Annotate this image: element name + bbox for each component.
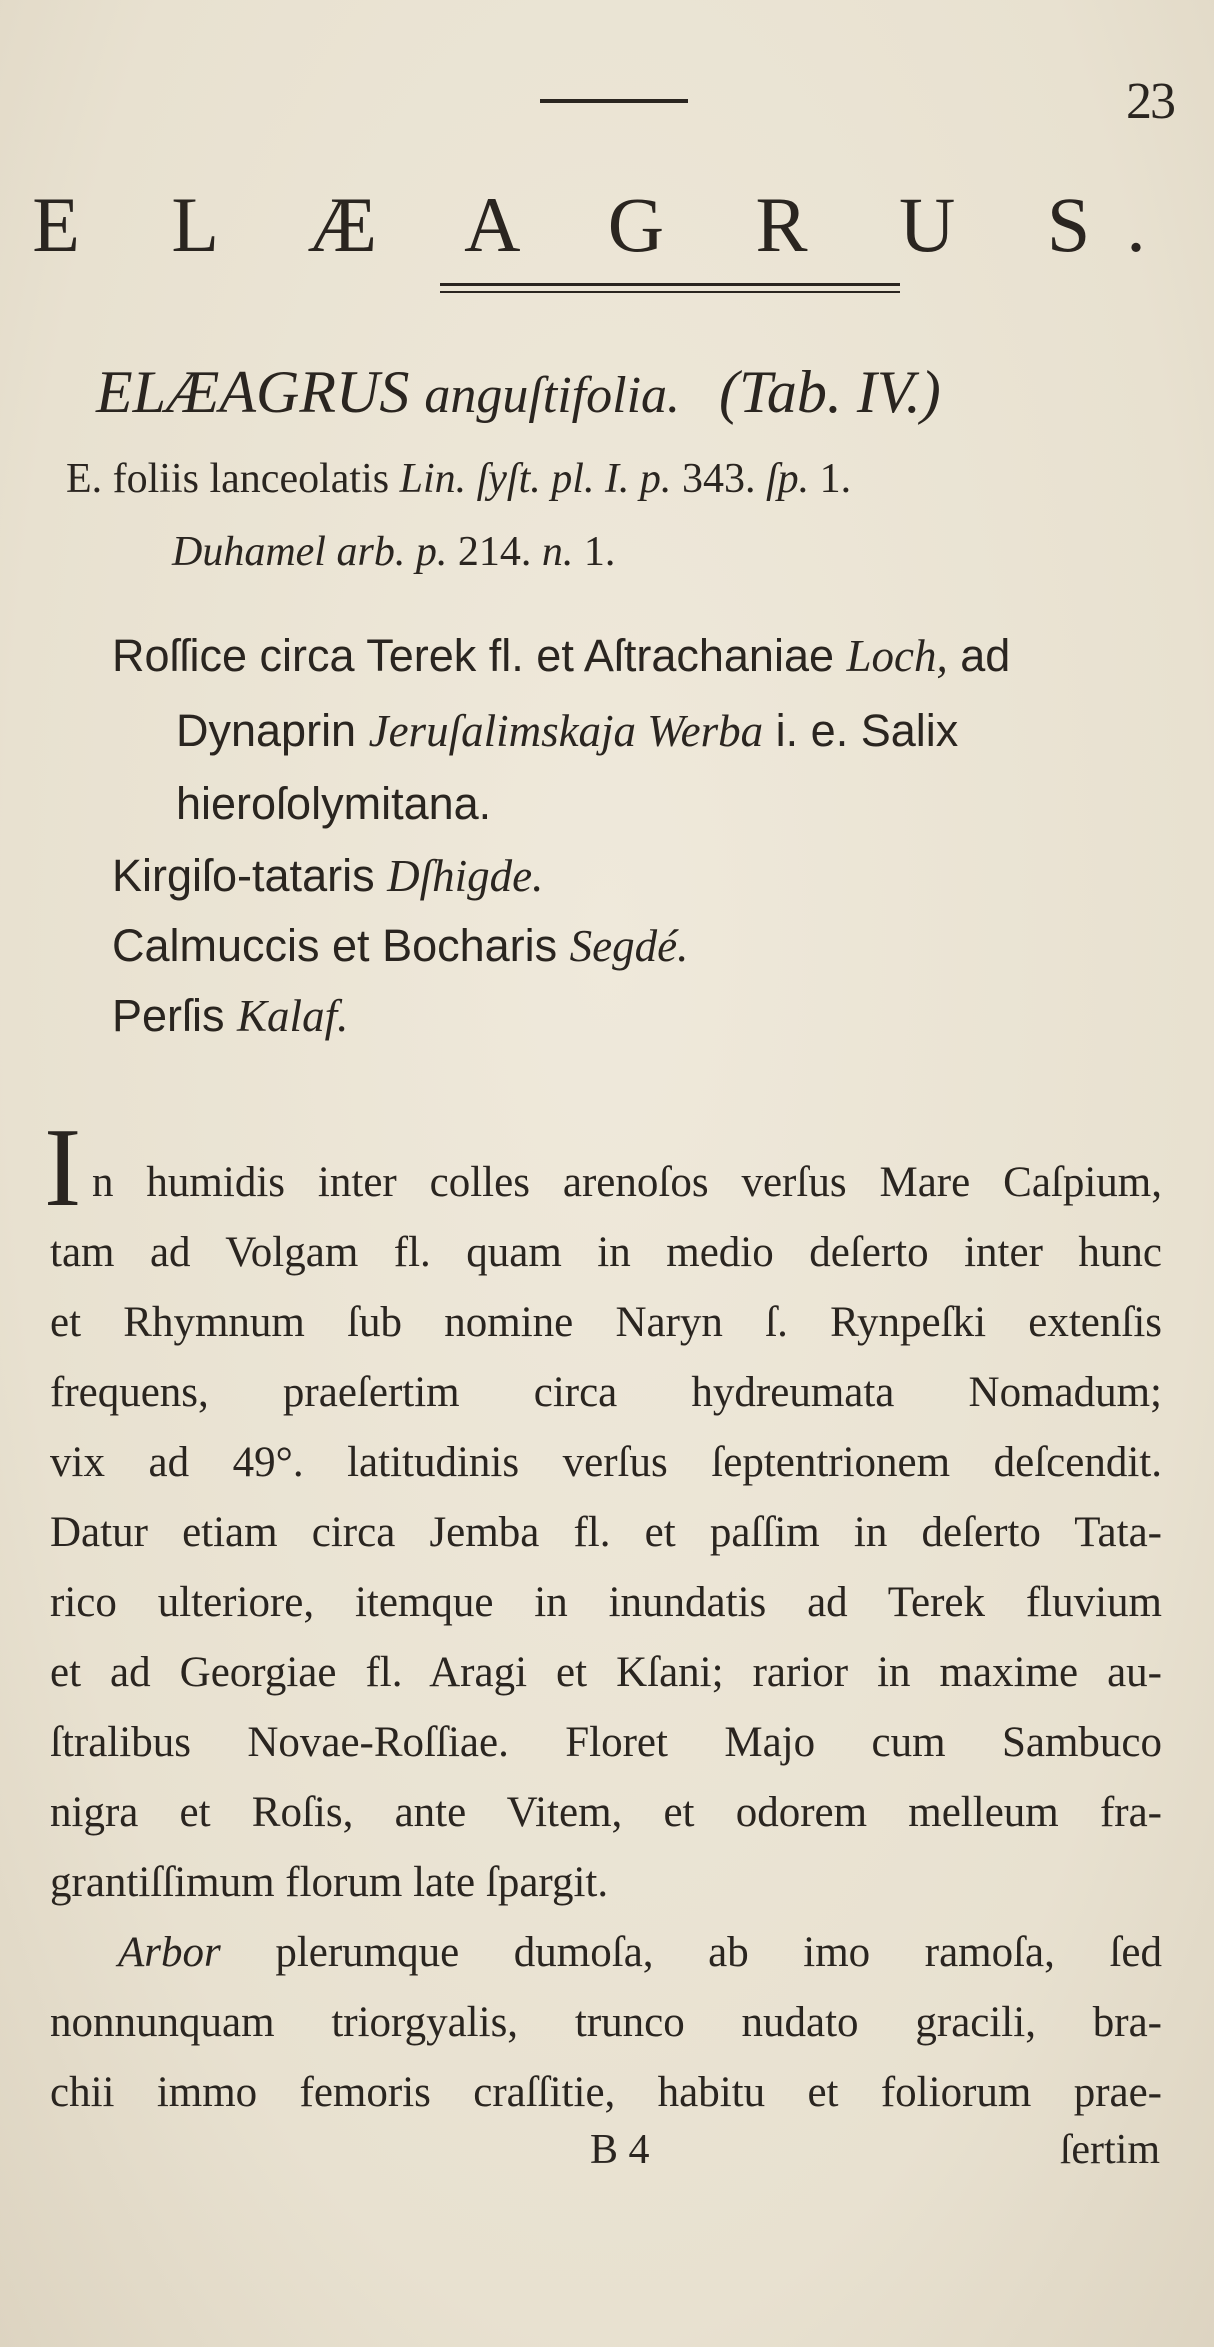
reference-duhamel [172, 528, 615, 576]
vernacular-text: Dynaprin [176, 705, 357, 756]
title-rule [440, 283, 900, 286]
ref-page: 214. [457, 529, 532, 575]
body-line: et Rhymnum ſub nomine Naryn ſ. Rynpeſki extenſis [50, 1299, 1162, 1346]
vernacular-text: Roſſice circa Terek fl. et Aſtrachaniae [112, 630, 834, 681]
drop-cap: I [44, 1106, 82, 1230]
arbor-word: Arbor [118, 1929, 221, 1976]
species-epithet: anguſtifolia. [424, 367, 681, 424]
page-number: 23 [1126, 73, 1174, 130]
ref-num: 1. [819, 456, 852, 502]
vernacular-name: Loch, [846, 631, 948, 681]
ref-author: Duhamel arb. p. [172, 529, 448, 575]
vernacular-name: Dſhigde. [387, 851, 544, 901]
vernacular-name: Kalaf. [237, 991, 349, 1041]
vernacular-text: Kirgiſo-tataris [112, 850, 375, 901]
ref-page: 343. [681, 456, 756, 502]
title-rule-secondary [440, 291, 900, 293]
vernacular-line [112, 630, 1010, 682]
vernacular-name: Segdé. [569, 921, 689, 971]
species-heading [96, 358, 941, 427]
body-line [118, 1928, 1162, 1977]
vernacular-text: hieroſolymitana. [176, 778, 492, 829]
body-line: vix ad 49°. latitudinis verſus ſeptentrionem deſcendit. [50, 1439, 1162, 1486]
vernacular-line [176, 705, 958, 757]
species-tab: (Tab. IV.) [719, 359, 941, 425]
body-line: nonnunquam triorgyalis, trunco nudato gracili, bra- [50, 1999, 1162, 2046]
body-line: n humidis inter colles arenoſos verſus Mare Caſpium, [92, 1159, 1162, 1206]
body-line: chii immo femoris craſſitie, habitu et foliorum prae- [50, 2069, 1162, 2116]
ref-cite: Lin. ſyſt. pl. I. p. [399, 456, 672, 502]
header-rule [540, 99, 688, 103]
ref-num: 1. [583, 529, 616, 575]
reference-linnaeus [66, 455, 851, 503]
body-line: Datur etiam circa Jemba fl. et paſſim in deſerto Tata- [50, 1509, 1162, 1556]
species-genus: ELÆAGRUS [96, 359, 410, 425]
catchword: ſertim [1059, 2127, 1160, 2173]
vernacular-line [176, 778, 491, 830]
signature-mark: B 4 [590, 2127, 650, 2173]
vernacular-text: Calmuccis et Bocharis [112, 920, 558, 971]
vernacular-text: ad [960, 630, 1011, 681]
page-title: E L Æ A G R U S. [32, 181, 1182, 268]
vernacular-text: Perſis [112, 990, 225, 1041]
ref-sp: ſp. [765, 456, 810, 502]
body-line: rico ulteriore, itemque in inundatis ad Terek fluvium [50, 1579, 1162, 1626]
vernacular-line [112, 850, 543, 902]
vernacular-name: Jeruſalimskaja Werba [368, 706, 764, 756]
body-line: grantiſſimum florum late ſpargit. [50, 1859, 609, 1906]
vernacular-line [112, 920, 688, 972]
body-line: ſtralibus Novae-Roſſiae. Floret Majo cum Sambuco [50, 1719, 1162, 1766]
vernacular-line [112, 990, 348, 1042]
ref-n: n. [541, 529, 574, 575]
ref-lead: E. foliis lanceolatis [66, 456, 390, 502]
body-line: tam ad Volgam fl. quam in medio deſerto inter hunc [50, 1229, 1162, 1276]
body-line: frequens, praeſertim circa hydreumata Nomadum; [50, 1369, 1162, 1416]
arbor-rest: plerumque dumoſa, ab imo ramoſa, ſed [275, 1929, 1163, 1976]
body-line: et ad Georgiae fl. Aragi et Kſani; rarior in maxime au- [50, 1649, 1162, 1696]
vernacular-text: i. e. Salix [775, 705, 959, 756]
body-line: nigra et Roſis, ante Vitem, et odorem melleum fra- [50, 1789, 1162, 1836]
